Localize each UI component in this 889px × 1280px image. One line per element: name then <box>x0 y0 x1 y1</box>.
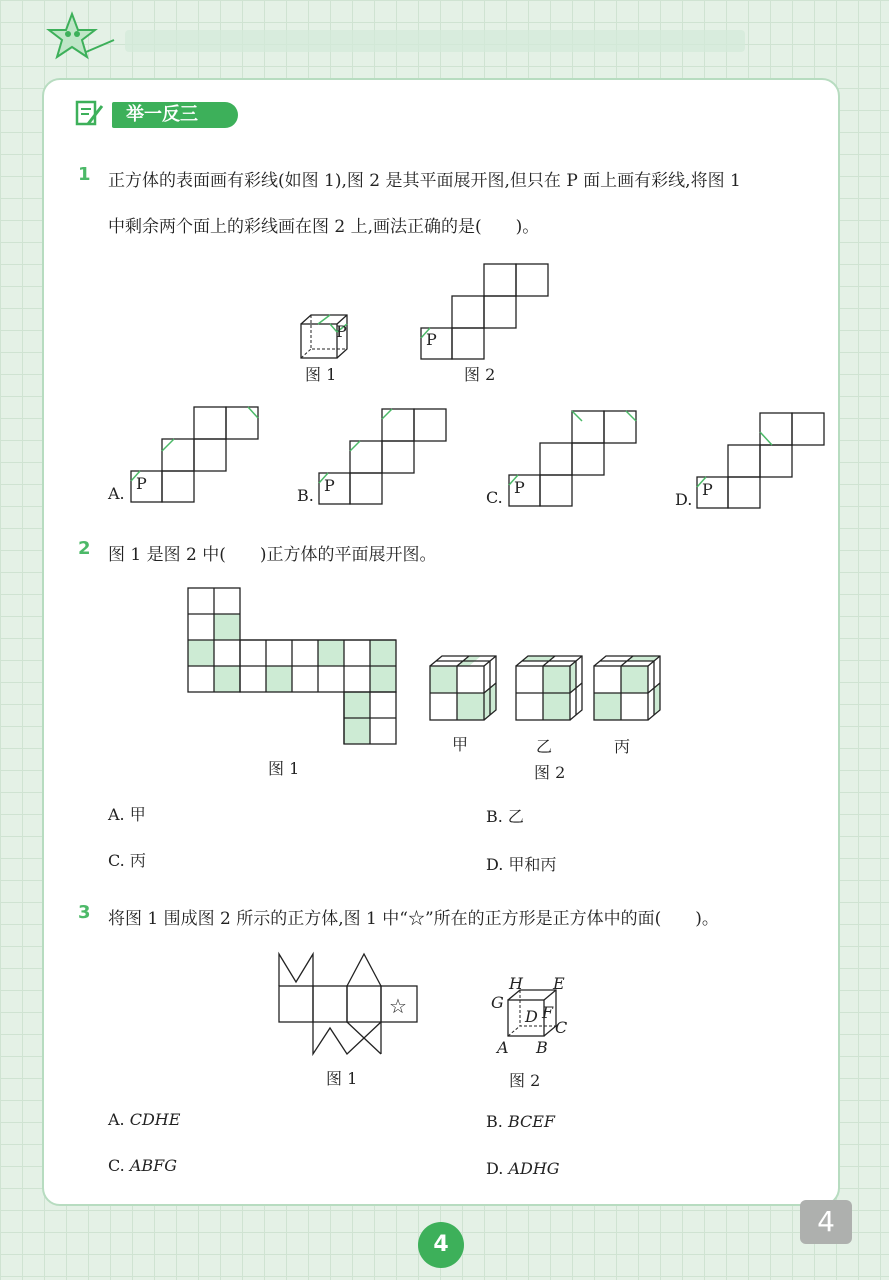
q3-option-d-letter: D. <box>486 1159 504 1178</box>
page-corner-number: 4 <box>800 1200 852 1244</box>
star-icon: ☆ <box>389 994 407 1018</box>
q1-option-b-face: P <box>324 476 335 495</box>
section-badge: 举一反三 <box>112 102 238 128</box>
q1-fig1-caption: 图 1 <box>305 365 337 384</box>
question-1-number: 1 <box>78 164 91 185</box>
q3-vertex-f: F <box>542 1003 554 1022</box>
q1-option-a-label: A. <box>108 484 125 503</box>
page-number-bubble: 4 <box>418 1222 464 1268</box>
header-bar <box>125 30 745 52</box>
q2-option-b[interactable]: B. 乙 <box>486 807 524 826</box>
q1-fig2-net <box>420 263 550 359</box>
q1-option-a-face: P <box>136 474 147 493</box>
q1-option-c-label: C. <box>486 488 503 507</box>
q2-fig1-net <box>188 588 398 748</box>
question-3-number: 3 <box>78 902 91 923</box>
pencil-notebook-icon <box>74 98 104 128</box>
question-2-number: 2 <box>78 538 91 559</box>
q3-option-b[interactable] <box>486 1112 555 1131</box>
q1-fig1-face-label: P <box>336 322 347 341</box>
brand-star-logo <box>48 12 118 70</box>
q1-option-b-label: B. <box>297 486 314 505</box>
q3-option-a-value: CDHE <box>129 1110 181 1129</box>
q3-vertex-a: A <box>497 1038 509 1057</box>
q3-option-c[interactable] <box>108 1156 177 1175</box>
q3-vertex-b: B <box>536 1038 548 1057</box>
q2-option-a[interactable]: A. 甲 <box>108 805 146 824</box>
q2-cube-yi <box>516 654 584 724</box>
q1-fig2-face-label: P <box>426 330 437 349</box>
q3-vertex-g: G <box>491 993 504 1012</box>
q1-option-b-net <box>318 408 448 504</box>
q3-vertex-c: C <box>555 1018 568 1037</box>
q2-fig1-caption: 图 1 <box>268 759 300 778</box>
q3-option-a-letter: A. <box>108 1110 125 1129</box>
q3-vertex-h: H <box>509 974 523 993</box>
q3-option-d-value: ADHG <box>508 1159 560 1178</box>
q3-fig1-caption: 图 1 <box>326 1069 358 1088</box>
q3-fig2-caption: 图 2 <box>509 1071 541 1090</box>
q3-option-b-letter: B. <box>486 1112 503 1131</box>
content-panel <box>42 78 840 1206</box>
q3-option-b-value: BCEF <box>507 1112 556 1131</box>
q3-option-d[interactable] <box>486 1159 560 1178</box>
q1-option-c-face: P <box>514 478 525 497</box>
q2-option-d[interactable]: D. 甲和丙 <box>486 855 557 874</box>
q1-option-d-net <box>696 412 826 508</box>
question-2-text: 图 1 是图 2 中( )正方体的平面展开图。 <box>108 545 437 565</box>
q3-option-c-letter: C. <box>108 1156 125 1175</box>
q1-fig2-caption: 图 2 <box>464 365 496 384</box>
q2-cube-label-jia: 甲 <box>452 735 469 754</box>
q3-vertex-e: E <box>553 974 565 993</box>
q2-fig2-caption: 图 2 <box>534 763 566 782</box>
q2-option-c[interactable]: C. 丙 <box>108 851 146 870</box>
q3-option-a[interactable] <box>108 1110 180 1129</box>
q3-option-c-value: ABFG <box>129 1156 178 1175</box>
q1-option-d-label: D. <box>675 490 693 509</box>
question-1-text-line2: 中剩余两个面上的彩线画在图 2 上,画法正确的是( )。 <box>108 217 540 237</box>
q1-option-d-face: P <box>702 480 713 499</box>
q3-vertex-d: D <box>525 1007 538 1026</box>
q2-cube-label-yi: 乙 <box>536 737 553 756</box>
question-1-text-line1: 正方体的表面画有彩线(如图 1),图 2 是其平面展开图,但只在 P 面上画有彩线,将图 1 <box>108 171 741 191</box>
q2-cube-bing <box>594 654 662 724</box>
q1-option-a-net <box>130 406 260 502</box>
q2-cube-jia <box>430 654 498 724</box>
q2-cube-label-bing: 丙 <box>614 737 631 756</box>
question-3-text: 将图 1 围成图 2 所示的正方体,图 1 中“☆”所在的正方形是正方体中的面( )。 <box>108 909 719 929</box>
q1-option-c-net <box>508 410 638 506</box>
